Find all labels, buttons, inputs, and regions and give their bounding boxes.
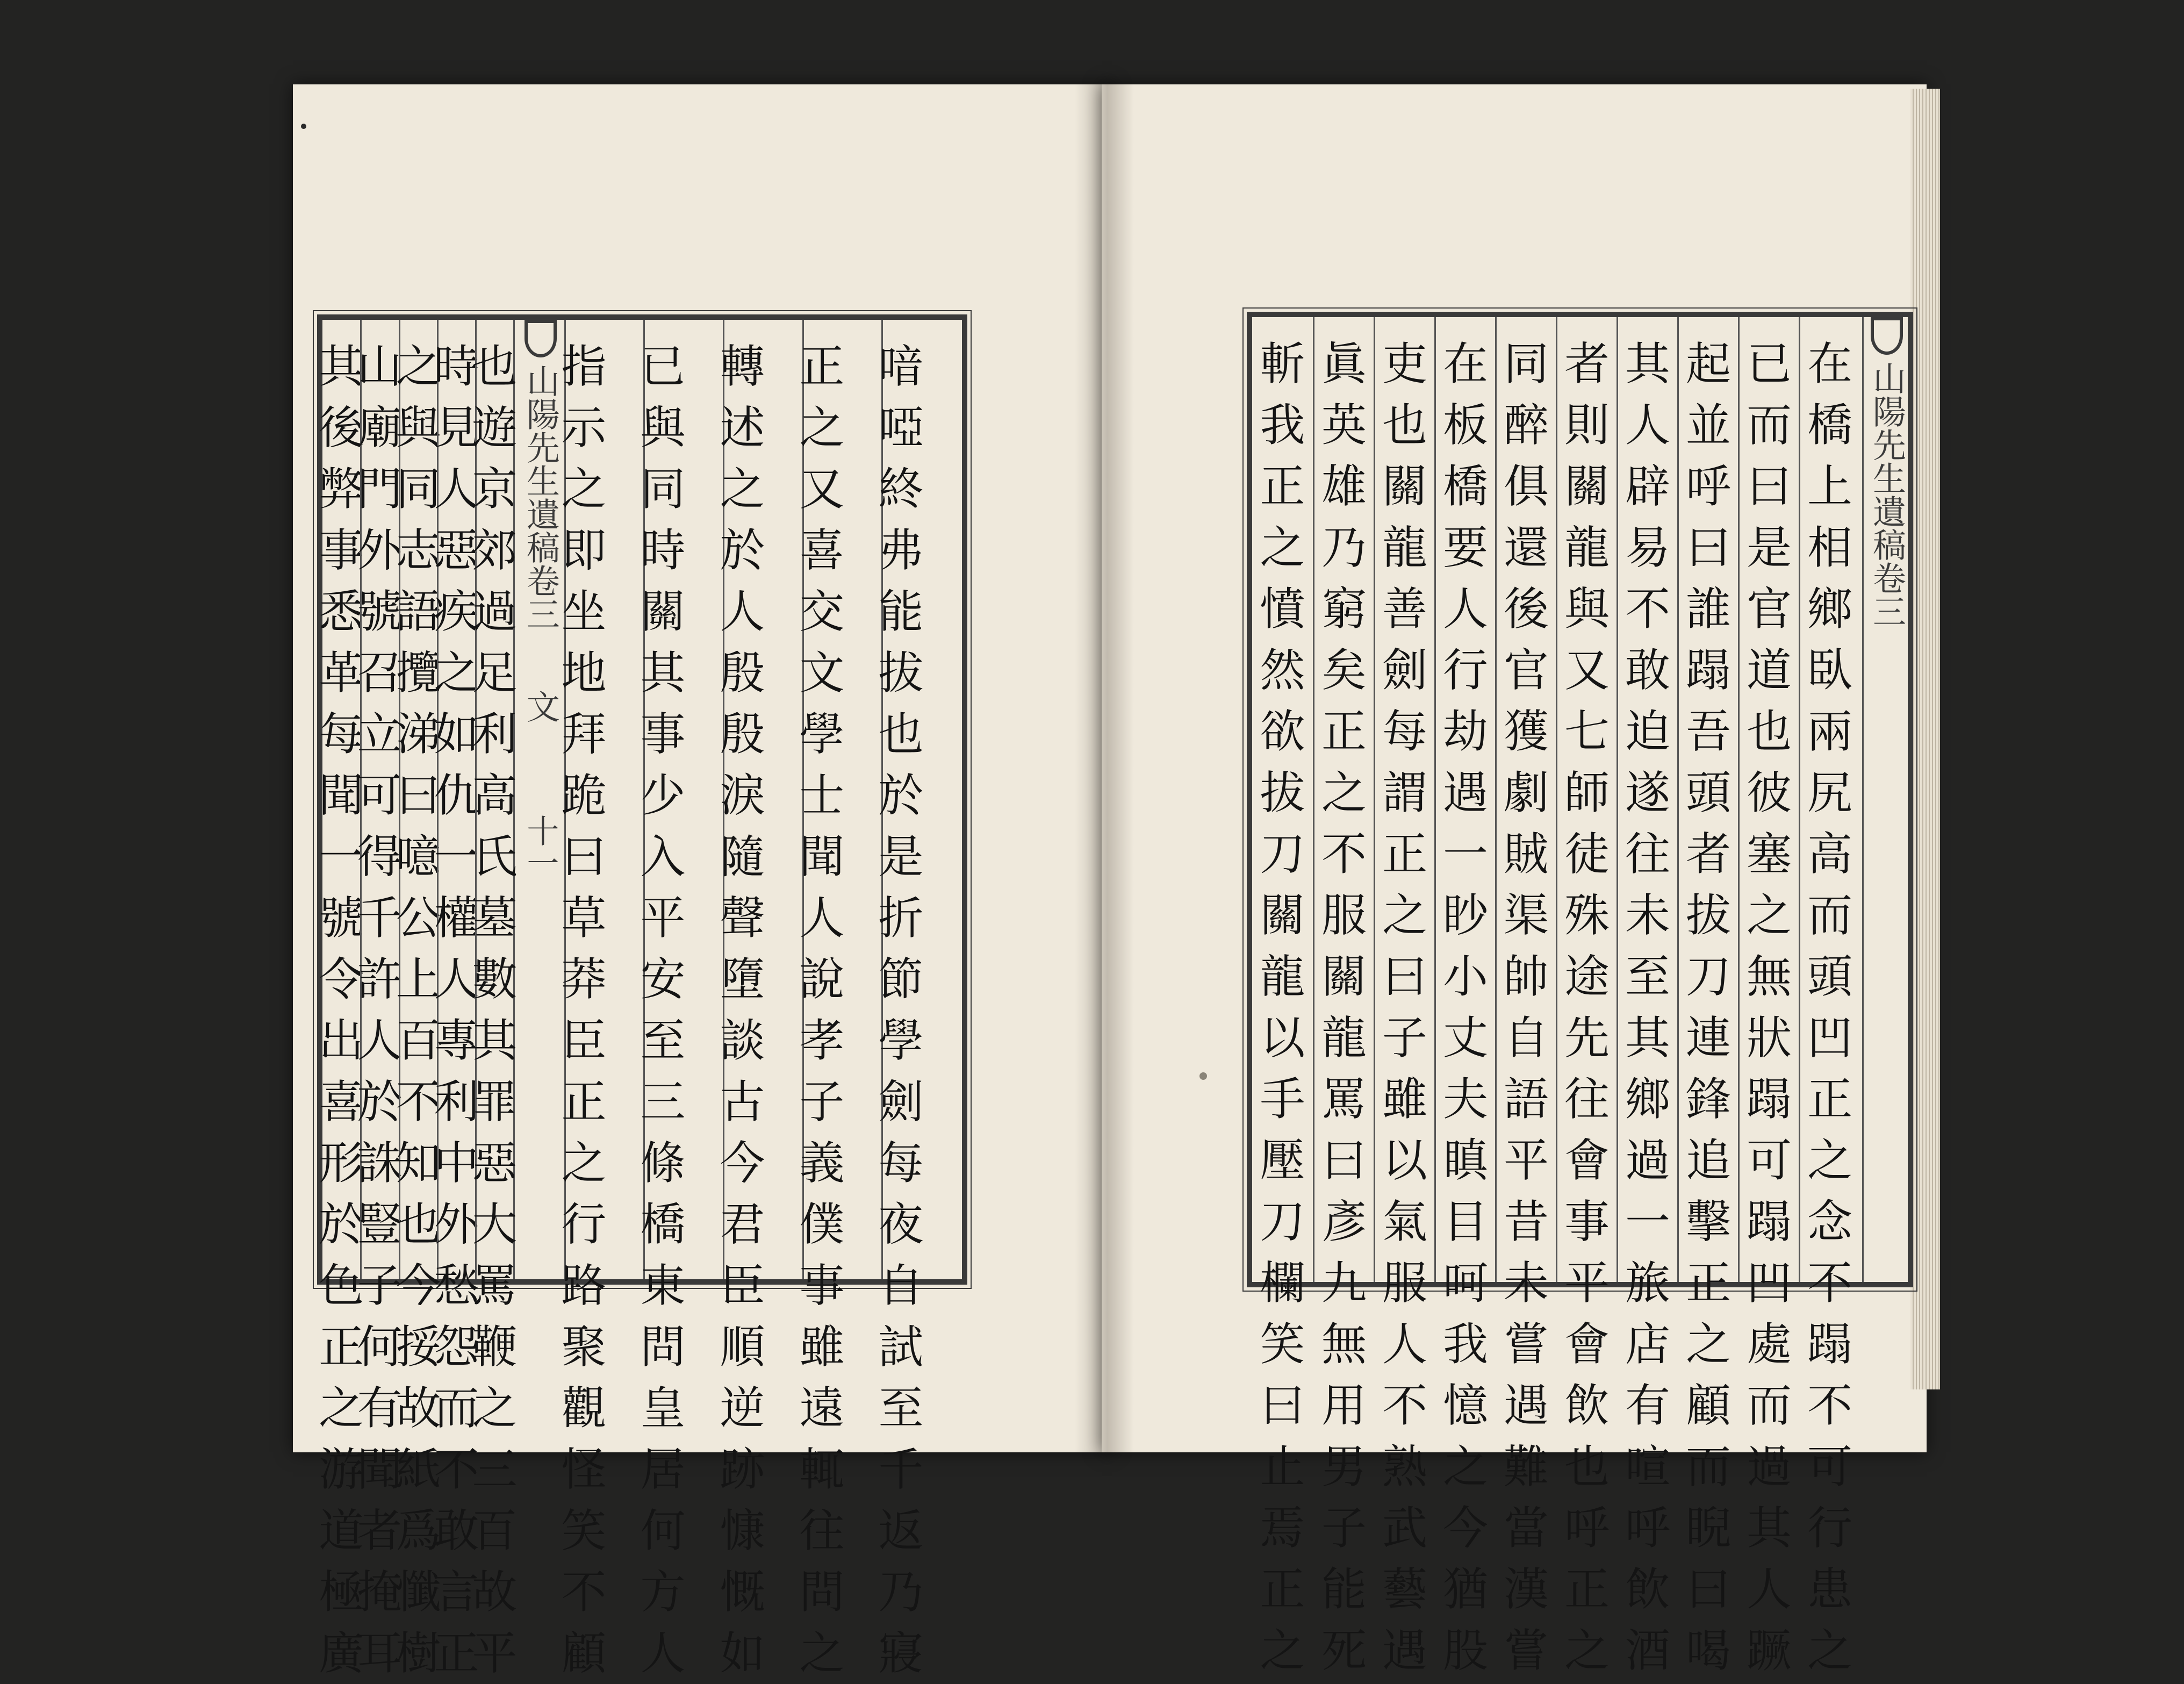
fishtail-mark-top bbox=[525, 320, 557, 357]
text-column: 斬 我 正 之 憤 然 欲 拔 刀 關 龍 以 手 壓 刀 欄 笑 曰 止 焉 正 之 bbox=[1260, 338, 1305, 1677]
text-column: 已 與 同 時 關 其 事 少 入 平 安 至 三 條 橋 東 問 皇 居 何 方 人 bbox=[643, 320, 681, 1279]
text-column: 喑 啞 終 弗 能 拔 也 於 是 折 節 學 劍 每 夜 自 試 至 千 返 乃 寢 bbox=[881, 320, 919, 1279]
text-column: 正 之 又 喜 交 文 學 士 聞 人 說 孝 子 義 僕 事 雖 遠 輒 往 問 之 bbox=[802, 320, 840, 1279]
text-column: 轉 述 之 於 人 殷 殷 淚 隨 聲 墮 談 古 今 君 臣 順 逆 跡 慷 慨 如 bbox=[723, 320, 760, 1279]
text-column: 同 醉 俱 還 後 官 獲 劇 賊 渠 帥 自 語 平 昔 未 嘗 遇 難 當 漢 嘗 bbox=[1495, 317, 1556, 1282]
text-column: 已 而 曰 是 官 道 也 彼 塞 之 無 狀 蹋 可 蹋 凹 處 而 過 其 人 蹶 bbox=[1738, 317, 1799, 1282]
text-column: 在 橋 上 相 鄉 臥 兩 尻 高 而 頭 凹 正 之 念 不 蹋 不 可 行 患 之 bbox=[1799, 317, 1859, 1282]
text-column: 之 與 同 志 語 攬 涕 曰 噫 公 上 百 不 知 也 今 挼 故 紙 爲 懺 樹 bbox=[399, 320, 436, 1279]
band-title: 山陽先生遺稿卷三 bbox=[1867, 361, 1907, 628]
fishtail-mark-top bbox=[1871, 317, 1903, 355]
text-column: 也 遊 京 郊 過 足 利 高 氏 墓 數 其 罪 惡 大 罵 鞭 之 三 百 故 平 bbox=[475, 320, 513, 1279]
band-section: 文 bbox=[521, 690, 561, 723]
text-column: 在 板 橋 要 人 行 劫 遇 一 眇 小 丈 夫 瞋 目 呵 我 憶 之 今 猶 股 bbox=[1434, 317, 1495, 1282]
text-column: 時 見 人 惡 疾 之 如 仇 一 權 人 專 利 中 外 愁 怨 而 不 敢 言 正 bbox=[437, 320, 475, 1279]
page-edges bbox=[1910, 89, 1940, 1389]
text-column: 山 廟 門 外 號 召 立 可 得 千 許 人 於 誅 豎 子 何 有 聞 者 掩 耳 bbox=[360, 320, 398, 1279]
ink-spot bbox=[301, 124, 306, 129]
text-column: 起 並 呼 曰 誰 蹋 吾 頭 者 拔 刀 連 鋒 追 擊 正 之 顧 而 睨 曰 喝 bbox=[1677, 317, 1738, 1282]
right-text-block bbox=[1247, 312, 1913, 1677]
text-column: 眞 英 雄 乃 窮 矣 正 之 不 服 關 龍 罵 曰 彥 九 無 用 男 子 能 死 bbox=[1313, 317, 1374, 1282]
left-text-block bbox=[317, 314, 967, 1680]
text-column: 吏 也 關 龍 善 劍 每 謂 正 之 曰 子 雖 以 氣 服 人 不 熟 武 藝 遇 bbox=[1374, 317, 1434, 1282]
folio-number: 十一 bbox=[521, 814, 559, 879]
text-column: 其 後 弊 事 悉 革 每 聞 一 號 令 出 喜 形 於 色 正 之 游 道 極 廣 bbox=[319, 340, 364, 1680]
paper-blemish bbox=[1199, 1072, 1207, 1080]
text-column: 指 示 之 即 坐 地 拜 跪 曰 草 莽 臣 正 之 行 路 聚 觀 怪 笑 不 顧 bbox=[564, 320, 602, 1279]
right-center-band bbox=[1862, 317, 1909, 1282]
text-column: 者 則 關 龍 與 又 七 師 徒 殊 途 先 往 會 事 平 會 飲 也 呼 正 之 bbox=[1556, 317, 1617, 1282]
text-column: 其 人 辟 易 不 敢 迫 遂 往 未 至 其 鄉 過 一 旅 店 有 喧 呼 飲 酒 bbox=[1617, 317, 1677, 1282]
band-title: 山陽先生遺稿卷三 bbox=[521, 364, 561, 630]
book-gutter bbox=[1075, 84, 1134, 1452]
left-center-band bbox=[513, 320, 566, 1279]
